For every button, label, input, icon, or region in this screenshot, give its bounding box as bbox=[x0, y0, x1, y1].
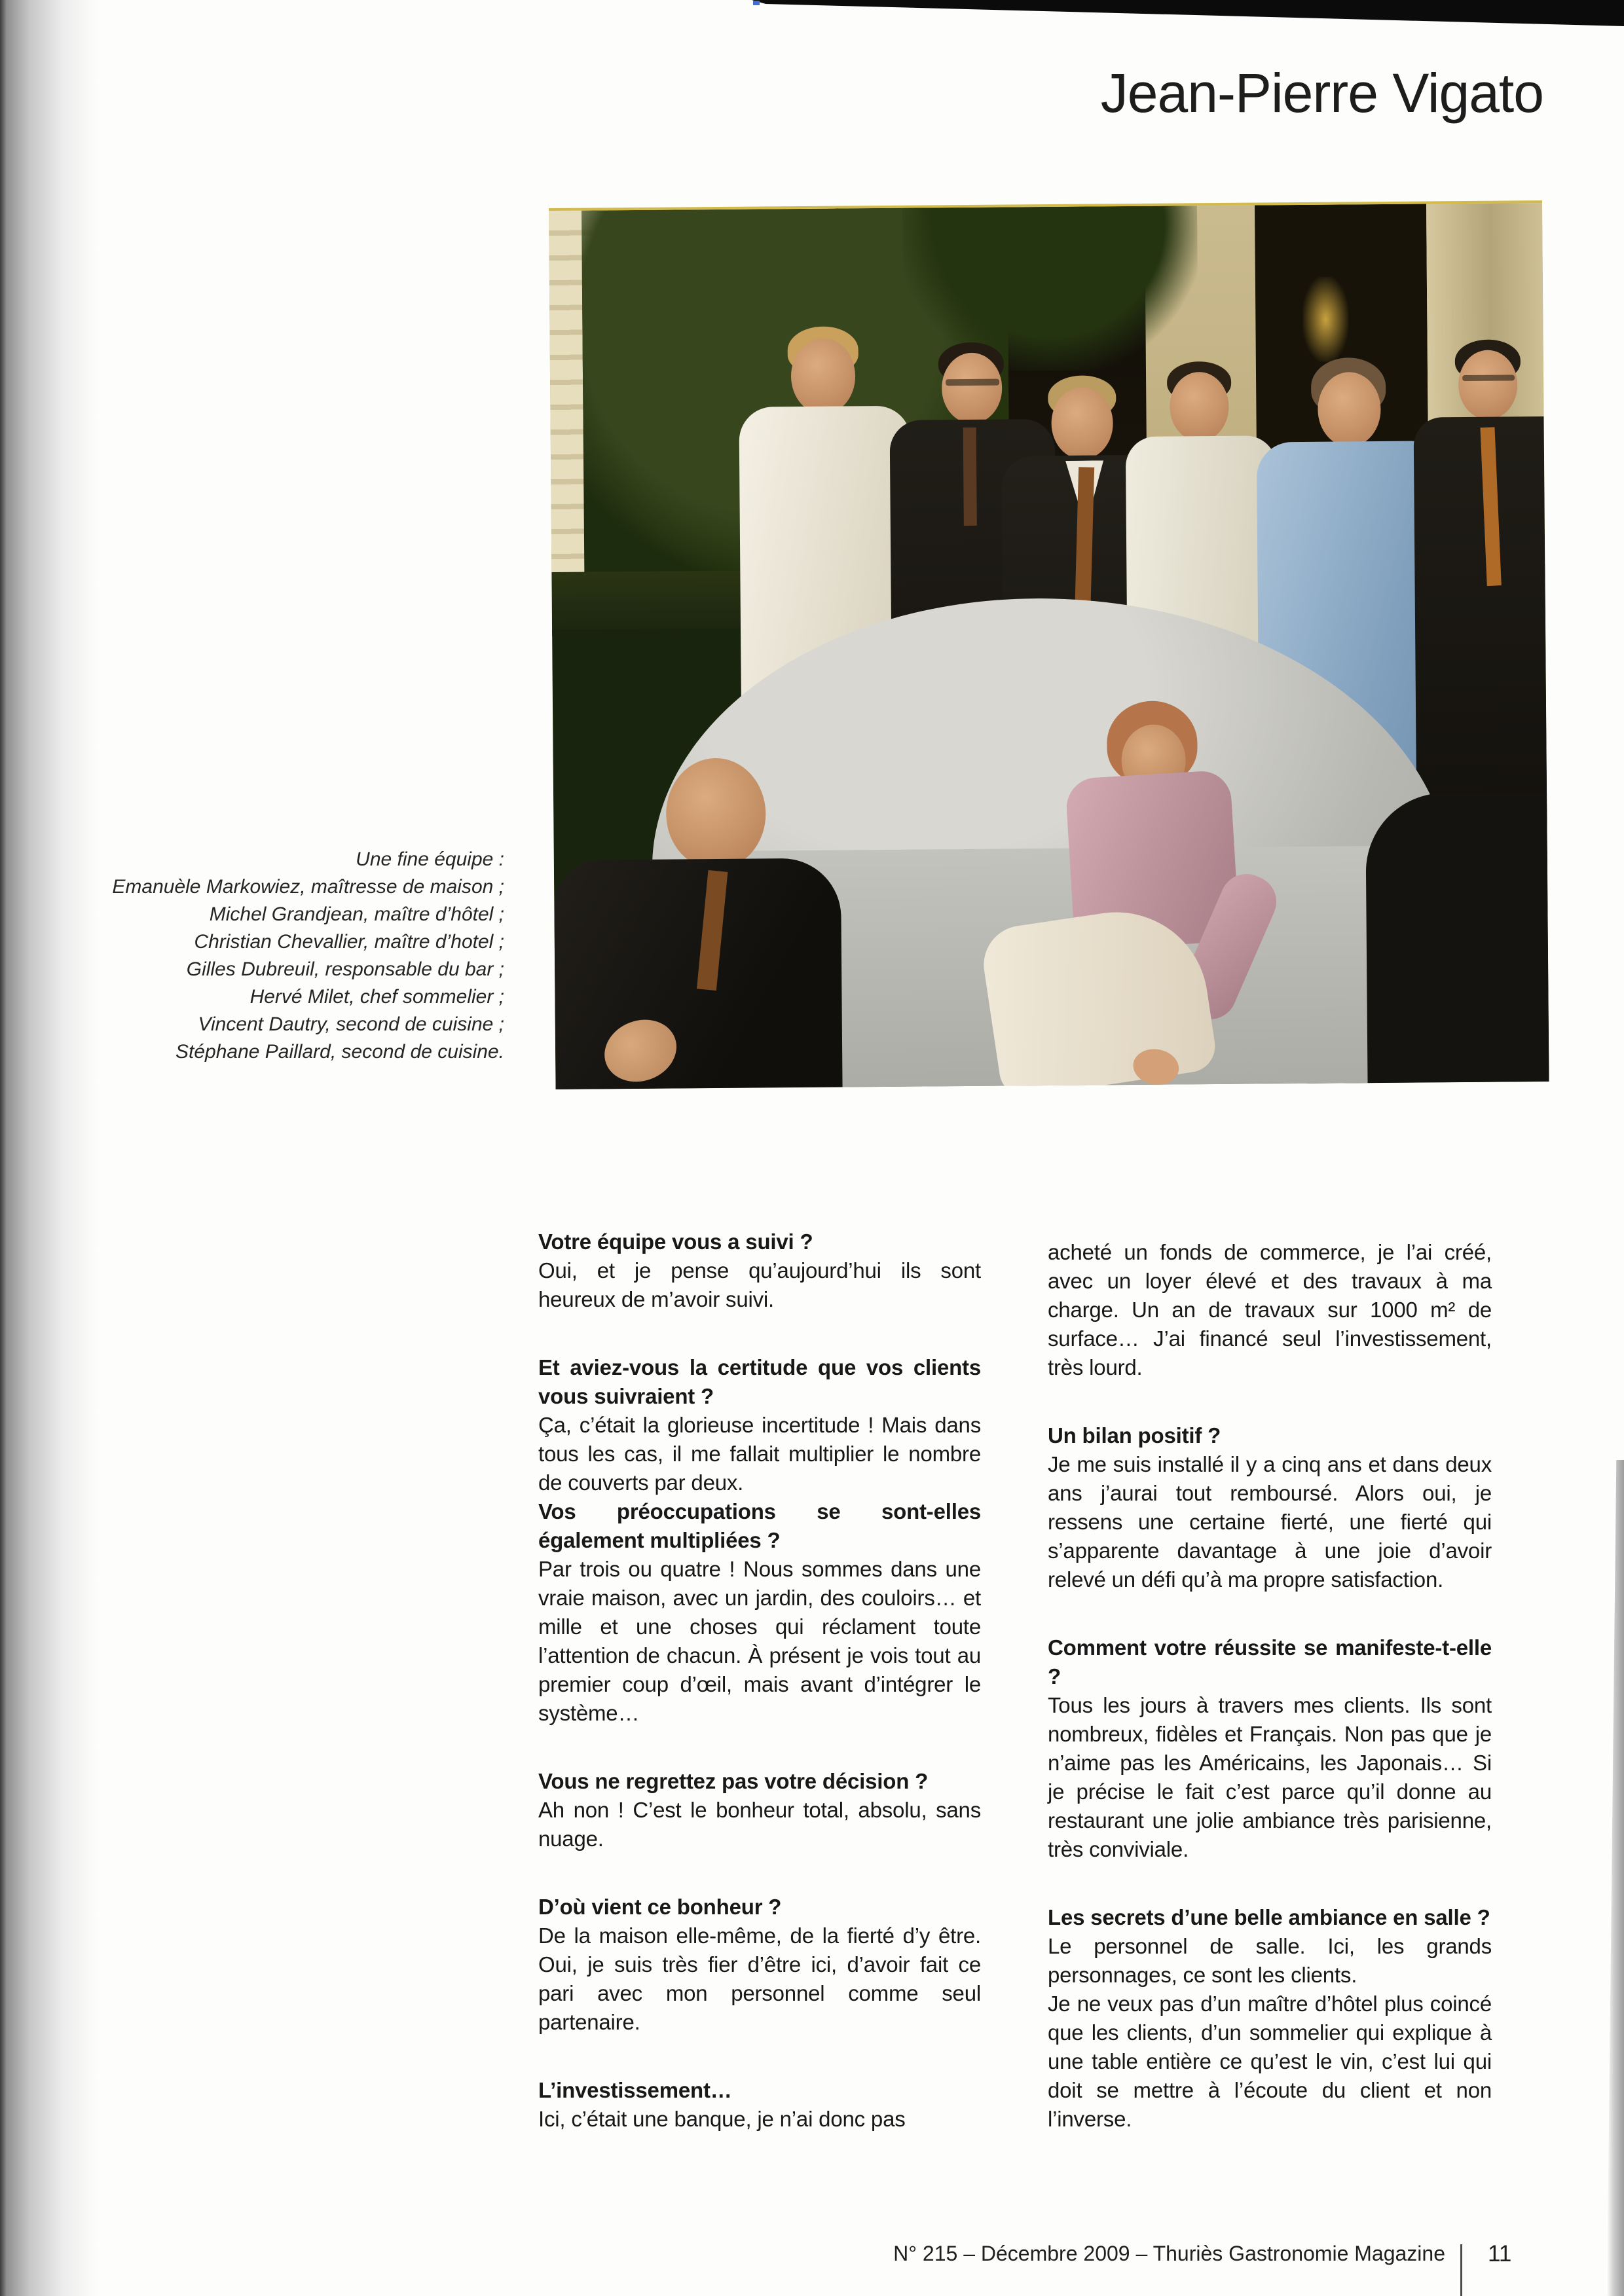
answer-paragraph: Je me suis installé il y a cinq ans et dans deux ans j’aurai tout remboursé. Alors oui, je ressens une certaine fierté, une fierté qui s’apparente davantage à une joie d’avoir relevé un défi qu’à ma propre satisfaction. bbox=[1048, 1452, 1492, 1592]
head bbox=[666, 757, 766, 869]
answer-paragraph: Par trois ou quatre ! Nous sommes dans une vraie maison, avec un jardin, des couloirs… et mille et une choses qui réclament toute l’attention de chacun. À présent je vois tout au premier coup d’œil, mais avant d’intégrer le système… bbox=[538, 1557, 981, 1725]
answer-paragraph: Ah non ! C’est le bonheur total, absolu, sans nuage. bbox=[538, 1798, 981, 1851]
seated-dark-figure-right bbox=[1365, 792, 1549, 1083]
caption-line: Emanuèle Markowiez, maîtresse de maison ; bbox=[112, 876, 504, 898]
scan-black-edge bbox=[752, 0, 1624, 26]
caption-line: Une fine équipe : bbox=[356, 848, 504, 870]
answer-paragraph-continued: acheté un fonds de commerce, je l’ai créé, avec un loyer élevé et des travaux à ma charge. Un an de travaux sur 1000 m² de surface… J’ai financé seul l’investissement, très lourd. bbox=[1048, 1240, 1492, 1379]
glasses bbox=[1462, 374, 1515, 381]
question-heading: Comment votre réussite se manifeste-t-elle ? bbox=[1048, 1635, 1492, 1688]
answer-paragraph: Oui, et je pense qu’aujourd’hui ils sont heureux de m’avoir suivi. bbox=[538, 1258, 981, 1311]
head bbox=[1170, 372, 1229, 442]
question-heading: Et aviez-vous la certitude que vos clients vous suivraient ? bbox=[538, 1355, 981, 1408]
question-heading: Votre équipe vous a suivi ? bbox=[538, 1230, 813, 1254]
answer-paragraph: Ici, c’était une banque, je n’ai donc pas bbox=[538, 2107, 906, 2131]
article-column-left bbox=[538, 1228, 981, 2134]
question-heading: D’où vient ce bonheur ? bbox=[538, 1895, 782, 1919]
caption-line: Vincent Dautry, second de cuisine ; bbox=[198, 1013, 504, 1035]
footer-issue-line: N° 215 – Décembre 2009 – Thuriès Gastronomie Magazine bbox=[893, 2242, 1445, 2265]
question-heading: Les secrets d’une belle ambiance en salle ? bbox=[1048, 1905, 1490, 1929]
answer-paragraph: Je ne veux pas d’un maître d’hôtel plus coincé que les clients, d’un sommelier qui explique à une table entière ce qu’est le vin, c’est lui qui doit se mettre à l’écoute du client et non l’inverse. bbox=[1048, 1992, 1492, 2131]
head bbox=[1458, 350, 1518, 420]
page-title: Jean-Pierre Vigato bbox=[1100, 62, 1543, 124]
answer-paragraph: Ça, c’était la glorieuse incertitude ! Mais dans tous les cas, il me fallait multiplier le nombre de couverts par deux. bbox=[538, 1413, 981, 1495]
answer-paragraph: Le personnel de salle. Ici, les grands personnages, ce sont les clients. bbox=[1048, 1934, 1492, 1987]
question-heading: L’investissement… bbox=[538, 2078, 732, 2102]
window-light bbox=[1302, 276, 1349, 362]
page-number: 11 bbox=[1488, 2241, 1512, 2267]
foliage-top bbox=[902, 206, 1198, 372]
caption-line: Hervé Milet, chef sommelier ; bbox=[249, 986, 504, 1008]
team-photo bbox=[549, 200, 1549, 1089]
question-heading: Vous ne regrettez pas votre décision ? bbox=[538, 1769, 929, 1793]
caption-line: Christian Chevallier, maître d’hotel ; bbox=[194, 931, 504, 953]
glasses bbox=[946, 379, 999, 386]
scan-gutter-shadow bbox=[0, 0, 98, 2296]
scan-speck bbox=[753, 1, 760, 5]
caption-line: Gilles Dubreuil, responsable du bar ; bbox=[186, 958, 504, 980]
tie bbox=[963, 428, 977, 526]
footer-divider bbox=[1460, 2244, 1462, 2296]
answer-paragraph: De la maison elle-même, de la fierté d’y être. Oui, je suis très fier d’être ici, d’avoir fait ce pari avec mon personnel comme seul partenaire. bbox=[538, 1923, 981, 2034]
article-column-right bbox=[1048, 1228, 1492, 2134]
head bbox=[1051, 387, 1113, 460]
caption-line: Michel Grandjean, maître d’hôtel ; bbox=[209, 903, 504, 925]
head bbox=[791, 338, 856, 414]
scan-page-edge bbox=[1607, 1460, 1624, 2296]
caption-line: Stéphane Paillard, second de cuisine. bbox=[175, 1041, 504, 1063]
photo-caption bbox=[63, 846, 504, 1066]
head bbox=[1318, 372, 1381, 447]
question-heading: Un bilan positif ? bbox=[1048, 1423, 1221, 1448]
head bbox=[942, 353, 1003, 424]
answer-paragraph: Tous les jours à travers mes clients. Ils sont nombreux, fidèles et Français. Non pas que je n’aime pas les Américains, les Japonais… Si je précise le fait c’est parce qu’il donne au restaurant une jolie ambiance très parisienne, très conviviale. bbox=[1048, 1693, 1492, 1861]
question-heading: Vos préoccupations se sont-elles également multipliées ? bbox=[538, 1499, 981, 1552]
